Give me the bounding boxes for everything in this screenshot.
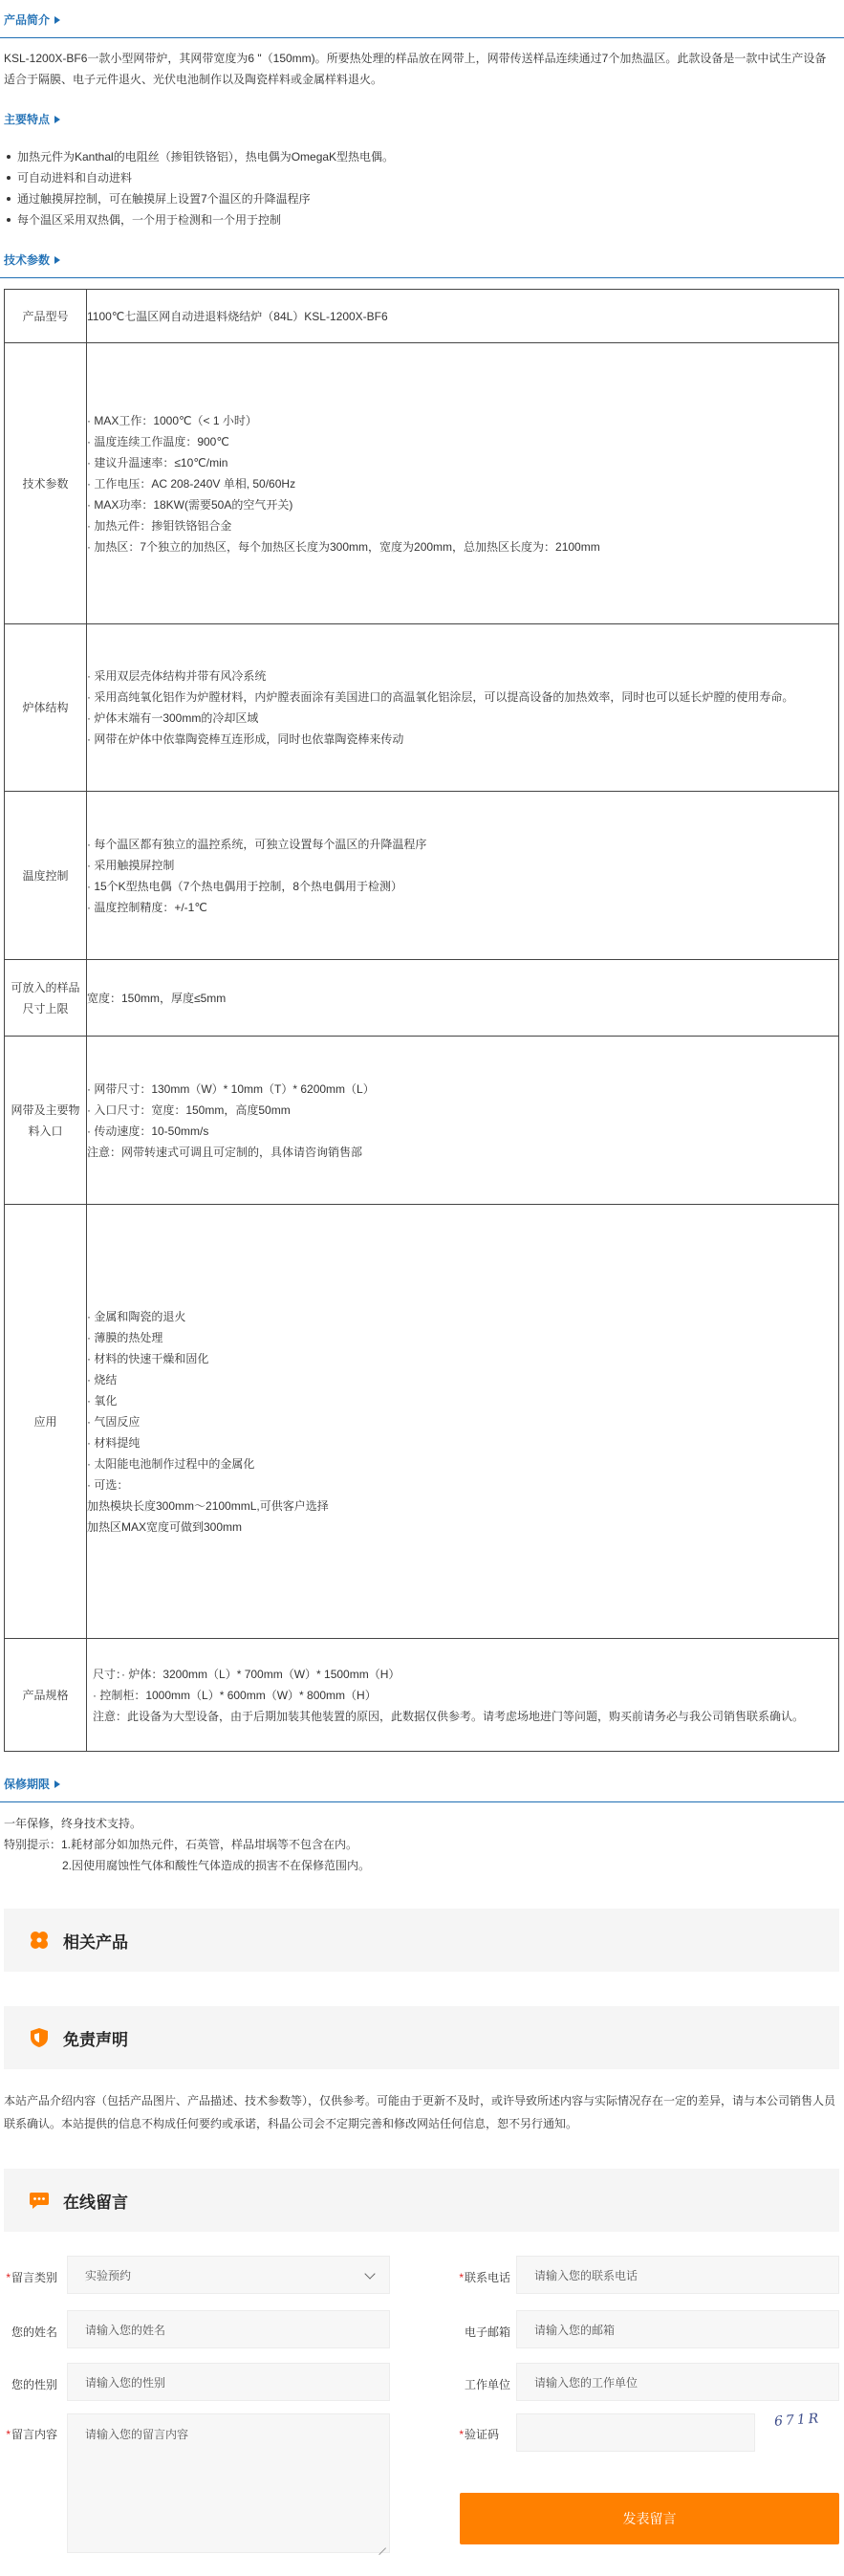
spec-line: · 控制柜：1000mm（L）* 600mm（W）* 800mm（H） — [93, 1688, 377, 1702]
warranty-line: 一年保修，终身技术支持。 — [4, 1817, 142, 1830]
spec-line: · 材料提纯 — [87, 1435, 141, 1450]
spec-line: · 气固反应 — [87, 1414, 141, 1429]
triangle-right-icon — [54, 1780, 60, 1788]
spec-line: 注意：网带转速式可调且可定制的，具体请咨询销售部 — [87, 1145, 363, 1159]
spec-key: 应用 — [5, 1205, 87, 1639]
related-products-label: 相关产品 — [63, 1932, 128, 1952]
spec-line: · 建议升温速率：≤10℃/min — [87, 455, 228, 469]
spec-value — [87, 290, 839, 343]
feature-item: 每个温区采用双热偶，一个用于检测和一个用于控制 — [4, 209, 826, 230]
triangle-right-icon — [54, 256, 60, 264]
category-select[interactable] — [67, 2256, 390, 2294]
spec-value — [87, 1639, 839, 1752]
spec-line: 加热区MAX宽度可做到300mm — [87, 1519, 243, 1534]
spec-line: · 氧化 — [87, 1393, 118, 1408]
spec-line: · MAX工作：1000℃（< 1 小时） — [87, 413, 257, 427]
spec-table — [4, 289, 839, 1752]
spec-line: · 烧结 — [87, 1372, 118, 1386]
gender-input[interactable]: 请输入您的性别 — [67, 2363, 390, 2401]
spec-line: · 传动速度：10-50mm/s — [87, 1124, 209, 1138]
warranty-line: 2.因使用腐蚀性气体和酸性气体造成的损害不在保修范围内。 — [62, 1859, 371, 1872]
submit-button[interactable]: 发表留言 — [460, 2493, 839, 2544]
triangle-right-icon — [54, 116, 60, 123]
feature-item: 加热元件为Kanthal的电阻丝（掺钼铁铬铝），热电偶为OmegaK型热电偶。 — [4, 146, 826, 167]
flower-icon — [29, 1930, 50, 1951]
spec-key: 可放入的样品尺寸上限 — [5, 960, 87, 1037]
shield-icon — [29, 2027, 50, 2048]
feature-item: 可自动进料和自动进料 — [4, 167, 826, 188]
captcha-label: *验证码 — [459, 2428, 499, 2441]
spec-line: · 加热元件：掺钼铁铬铝合金 — [87, 518, 232, 533]
spec-line: 宽度：150mm，厚度≤5mm — [87, 991, 227, 1005]
section-features-header — [0, 111, 844, 127]
section-warranty-header — [0, 1776, 844, 1802]
table-row — [5, 1639, 839, 1752]
spec-value — [87, 1037, 839, 1205]
spec-value — [87, 343, 839, 624]
spec-line: · 工作电压：AC 208-240V 单相, 50/60Hz — [87, 476, 296, 491]
spec-line: 1100℃七温区网自动进退料烧结炉（84L）KSL-1200X-BF6 — [87, 309, 388, 323]
feature-item: 通过触摸屏控制，可在触摸屏上设置7个温区的升降温程序 — [4, 188, 826, 209]
resize-handle-icon[interactable] — [379, 2541, 386, 2548]
spec-key: 技术参数 — [5, 343, 87, 624]
spec-key: 炉体结构 — [5, 624, 87, 792]
spec-line: · MAX功率：18KW(需要50A的空气开关) — [87, 497, 293, 512]
spec-line: · 金属和陶瓷的退火 — [87, 1309, 186, 1323]
spec-line: · 采用双层壳体结构并带有风冷系统 — [87, 669, 267, 683]
phone-label: *联系电话 — [459, 2271, 510, 2284]
spec-key: 温度控制 — [5, 792, 87, 960]
features-list — [4, 146, 826, 230]
spec-line: · 温度控制精度：+/-1℃ — [87, 900, 207, 914]
content-label: *留言内容 — [6, 2428, 57, 2441]
spec-line: · 温度连续工作温度：900℃ — [87, 434, 229, 448]
spec-value — [87, 792, 839, 960]
spec-key: 产品型号 — [5, 290, 87, 343]
spec-value — [87, 960, 839, 1037]
table-row — [5, 792, 839, 960]
spec-line: · 可选： — [87, 1477, 129, 1492]
section-features-title: 主要特点 — [0, 111, 844, 127]
spec-line: · 采用触摸屏控制 — [87, 858, 175, 872]
table-row — [5, 960, 839, 1037]
table-row — [5, 290, 839, 343]
section-warranty-title: 保修期限 — [0, 1776, 844, 1792]
gender-label: 您的性别 — [11, 2378, 57, 2391]
disclaimer-label: 免责声明 — [63, 2030, 128, 2049]
spec-key: 网带及主要物料入口 — [5, 1037, 87, 1205]
spec-value — [87, 624, 839, 792]
spec-line: · 薄膜的热处理 — [87, 1330, 163, 1344]
section-divider — [0, 1801, 844, 1802]
section-divider — [0, 277, 844, 278]
table-row — [5, 624, 839, 792]
spec-line: · 网带在炉体中依靠陶瓷棒互连形成，同时也依靠陶瓷棒来传动 — [87, 732, 404, 746]
message-form-label: 在线留言 — [63, 2193, 128, 2212]
intro-text: KSL-1200X-BF6一款小型网带炉，其网带宽度为6 "（150mm)。所要热处理的样品放在网带上，网带传送样品连续通过7个加热温区。此款设备是一款中试生产设备适合于隔膜、电子元件退火、光伏电池制作以及陶瓷样料或金属样料退火。 — [4, 52, 827, 86]
spec-line: 加热模块长度300mm～2100mmL,可供客户选择 — [87, 1498, 329, 1513]
spec-line: · 加热区：7个独立的加热区，每个加热区长度为300mm，宽度为200mm，总加热区长度为：2100mm — [87, 539, 600, 554]
spec-key: 产品规格 — [5, 1639, 87, 1752]
company-label: 工作单位 — [464, 2378, 510, 2391]
name-label: 您的姓名 — [11, 2325, 57, 2339]
content-textarea[interactable]: 请输入您的留言内容 — [67, 2413, 390, 2553]
table-row — [5, 343, 839, 624]
section-divider — [0, 37, 844, 38]
category-label: *留言类别 — [6, 2271, 57, 2284]
email-label: 电子邮箱 — [464, 2325, 510, 2339]
table-row — [5, 1037, 839, 1205]
section-params-title: 技术参数 — [0, 251, 844, 268]
company-input[interactable]: 请输入您的工作单位 — [516, 2363, 839, 2401]
category-value: 实验预约 — [85, 2268, 132, 2282]
email-input[interactable]: 请输入您的邮箱 — [516, 2310, 839, 2348]
chevron-down-icon — [364, 2268, 375, 2279]
spec-line: · 材料的快速干燥和固化 — [87, 1351, 209, 1365]
triangle-right-icon — [54, 16, 60, 24]
captcha-input[interactable] — [516, 2413, 755, 2452]
section-intro-header — [0, 11, 844, 38]
message-form-bar — [4, 2169, 839, 2232]
chat-icon — [29, 2190, 50, 2211]
spec-line: · 炉体末端有一300mm的冷却区域 — [87, 711, 259, 725]
spec-line: · 网带尺寸：130mm（W）* 10mm（T）* 6200mm（L） — [87, 1081, 375, 1096]
spec-line: · 每个温区都有独立的温控系统，可独立设置每个温区的升降温程序 — [87, 837, 427, 851]
spec-line: 注意：此设备为大型设备，由于后期加装其他装置的原因，此数据仅供参考。请考虑场地进门等问题，购买前请务必与我公司销售联系确认。 — [93, 1709, 805, 1723]
warranty-text — [4, 1813, 835, 1876]
spec-value — [87, 1205, 839, 1639]
section-params-header — [0, 251, 844, 278]
spec-line: · 15个K型热电偶（7个热电偶用于控制，8个热电偶用于检测） — [87, 879, 403, 893]
spec-line: · 入口尺寸：宽度：150mm，高度50mm — [87, 1102, 291, 1117]
table-row — [5, 1205, 839, 1639]
phone-input[interactable]: 请输入您的联系电话 — [516, 2256, 839, 2294]
name-input[interactable]: 请输入您的姓名 — [67, 2310, 390, 2348]
disclaimer-text: 本站产品介绍内容（包括产品图片、产品描述、技术参数等），仅供参考。可能由于更新不及时，或许导致所述内容与实际情况存在一定的差异，请与本公司销售人员联系确认。本站提供的信息不构成任何要约或承诺，科晶公司会不定期完善和修改网站任何信息，恕不另行通知。 — [4, 2094, 836, 2130]
disclaimer-bar — [4, 2006, 839, 2069]
section-intro-title: 产品简介 — [0, 11, 844, 28]
warranty-line: 特别提示：1.耗材部分如加热元件，石英管，样品坩埚等不包含在内。 — [4, 1838, 358, 1851]
spec-line: · 采用高纯氧化铝作为炉膛材料，内炉膛表面涂有美国进口的高温氧化铝涂层，可以提高设备的加热效率，同时也可以延长炉膛的使用寿命。 — [87, 690, 794, 704]
related-products-bar[interactable] — [4, 1909, 839, 1972]
captcha-image[interactable]: 671R — [773, 2411, 822, 2430]
spec-line: 尺寸：· 炉体：3200mm（L）* 700mm（W）* 1500mm（H） — [93, 1667, 400, 1681]
spec-line: · 太阳能电池制作过程中的金属化 — [87, 1456, 255, 1471]
